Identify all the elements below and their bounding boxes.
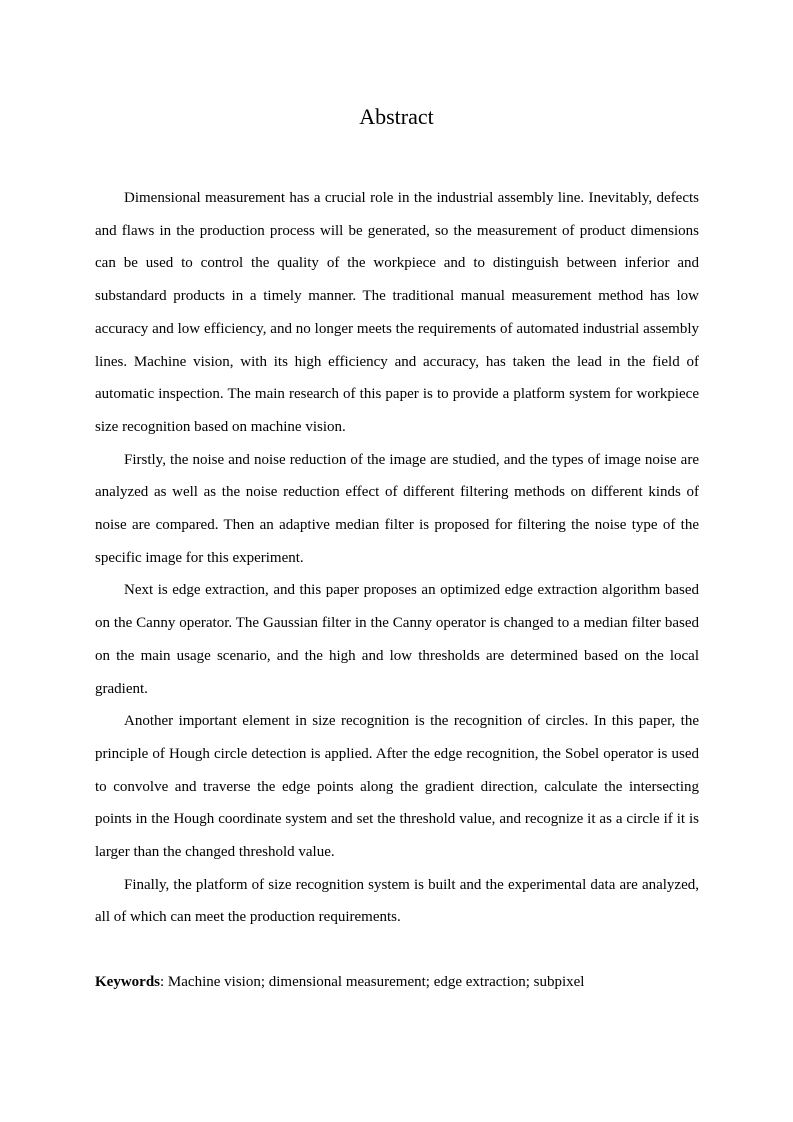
paragraph-1: Dimensional measurement has a crucial role in the industrial assembly line. Inevitably, defects and flaws in the production process will be generated, so the measurement of product dimensions can be used to control the quality of the workpiece and to distinguish between inferior and substandard products in a timely manner. The traditional manual measurement method has low accuracy and low efficiency, and no longer meets the requirements of automated industrial assembly lines. Machine vision, with its high efficiency and accuracy, has taken the lead in the field of automatic inspection. The main research of this paper is to provide a platform system for workpiece size recognition based on machine vision. bbox=[95, 190, 699, 435]
keywords-separator: : bbox=[160, 974, 168, 990]
paragraph-5: Finally, the platform of size recognition system is built and the experimental data are analyzed, all of which can meet the production requirements. bbox=[95, 876, 699, 926]
paragraph-2: Firstly, the noise and noise reduction of the image are studied, and the types of image noise are analyzed as well as the noise reduction effect of different filtering methods on different kinds of noise are compared. Then an adaptive median filter is proposed for filtering the noise type of the specific image for this experiment. bbox=[95, 451, 699, 566]
abstract-body bbox=[95, 182, 699, 934]
keywords-value: Machine vision; dimensional measurement; edge extraction; subpixel bbox=[167, 974, 585, 990]
paragraph-3: Next is edge extraction, and this paper proposes an optimized edge extraction algorithm based on the Canny operator. The Gaussian filter in the Canny operator is changed to a median filter based on the main usage scenario, and the high and low thresholds are determined based on the local gradient. bbox=[95, 582, 699, 697]
keywords-label: Keywords bbox=[95, 974, 160, 990]
keywords-line bbox=[95, 966, 699, 998]
paragraph-4: Another important element in size recognition is the recognition of circles. In this paper, the principle of Hough circle detection is applied. After the edge recognition, the Sobel operator is used to convolve and traverse the edge points along the gradient direction, calculate the intersecting points in the Hough coordinate system and set the threshold value, and recognize it as a circle if it is larger than the changed threshold value. bbox=[95, 713, 699, 861]
page-title: Abstract bbox=[359, 104, 434, 129]
